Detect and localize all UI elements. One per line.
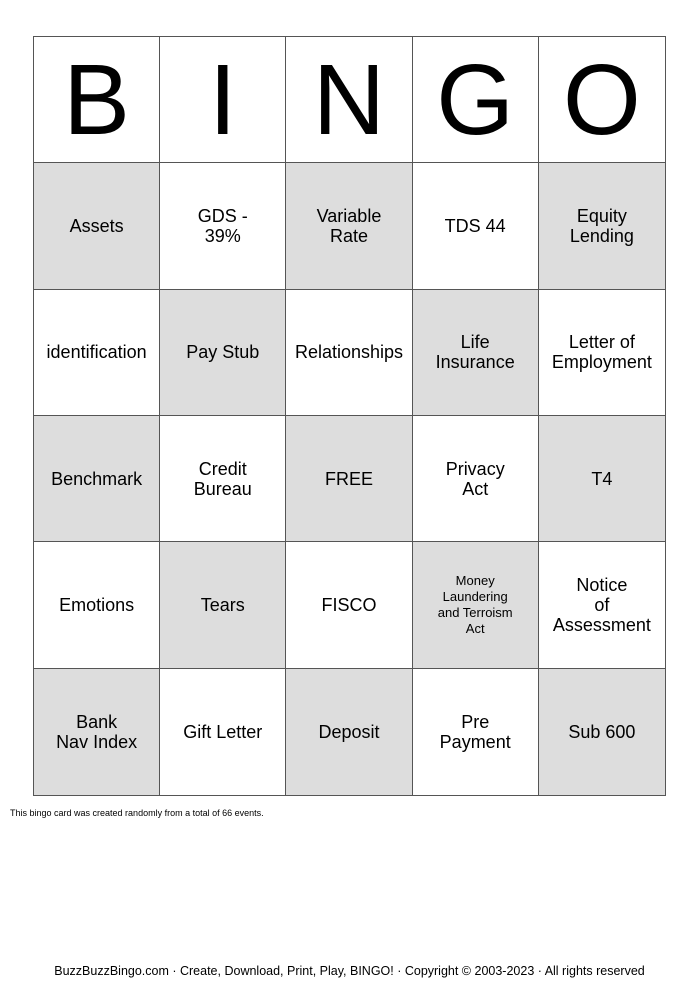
bingo-cell [539, 669, 665, 795]
cell-label: Deposit [318, 721, 380, 742]
bingo-cell [160, 416, 286, 542]
cell-label: Pay Stub [186, 342, 260, 363]
bingo-cell [539, 290, 665, 416]
header-letter: G [436, 43, 515, 156]
cell-label: Credit Bureau [193, 458, 252, 499]
header-letter: B [63, 43, 130, 156]
header-cell-g [413, 37, 539, 163]
cell-label: Notice of Assessment [552, 574, 651, 635]
bingo-cell [286, 163, 412, 289]
cell-label: Privacy Act [445, 458, 505, 499]
bingo-cell [160, 163, 286, 289]
bingo-cell [34, 669, 160, 795]
bingo-card [33, 36, 666, 796]
cell-label: GDS - 39% [197, 205, 248, 246]
cell-label: FREE [324, 468, 373, 489]
cell-label: TDS 44 [444, 215, 506, 236]
bingo-cell [539, 163, 665, 289]
header-cell-i [160, 37, 286, 163]
header-cell-n [286, 37, 412, 163]
page-footer: BuzzBuzzBingo.com · Create, Download, Print, Play, BINGO! · Copyright © 2003-2023 · All rights reserved [54, 964, 645, 978]
bingo-cell [286, 290, 412, 416]
bingo-cell [413, 669, 539, 795]
header-letter: I [208, 43, 237, 156]
cell-label: Letter of Employment [551, 332, 652, 373]
bingo-cell [34, 290, 160, 416]
cell-label: Pre Payment [439, 711, 511, 752]
cell-label: T4 [591, 468, 613, 489]
bingo-cell [286, 669, 412, 795]
cell-label: identification [46, 342, 147, 363]
cell-label: Benchmark [51, 468, 143, 489]
bingo-cell [413, 163, 539, 289]
bingo-cell [539, 542, 665, 668]
free-cell [286, 416, 412, 542]
bingo-cell [160, 290, 286, 416]
cell-label: FISCO [321, 594, 377, 615]
bingo-cell [34, 163, 160, 289]
cell-label: Life Insurance [435, 332, 515, 373]
cell-label: Variable Rate [316, 205, 382, 246]
cell-label: Relationships [294, 342, 404, 363]
card-footnote: This bingo card was created randomly from a total of 66 events. [10, 808, 264, 818]
cell-label: Sub 600 [568, 721, 636, 742]
cell-label: Gift Letter [183, 721, 263, 742]
header-letter: N [312, 43, 386, 156]
cell-label: Equity Lending [569, 205, 634, 246]
bingo-cell [160, 542, 286, 668]
bingo-cell [413, 542, 539, 668]
cell-label: Assets [69, 215, 124, 236]
bingo-cell [413, 290, 539, 416]
bingo-cell [160, 669, 286, 795]
bingo-cell [286, 542, 412, 668]
bingo-cell [34, 542, 160, 668]
bingo-cell [539, 416, 665, 542]
cell-label: Tears [200, 594, 245, 615]
cell-label: Bank Nav Index [56, 711, 138, 752]
cell-label: Emotions [59, 594, 135, 615]
bingo-cell [34, 416, 160, 542]
cell-label: Money Laundering and Terroism Act [437, 572, 513, 636]
header-cell-o [539, 37, 665, 163]
header-cell-b [34, 37, 160, 163]
bingo-cell [413, 416, 539, 542]
header-letter: O [562, 43, 641, 156]
